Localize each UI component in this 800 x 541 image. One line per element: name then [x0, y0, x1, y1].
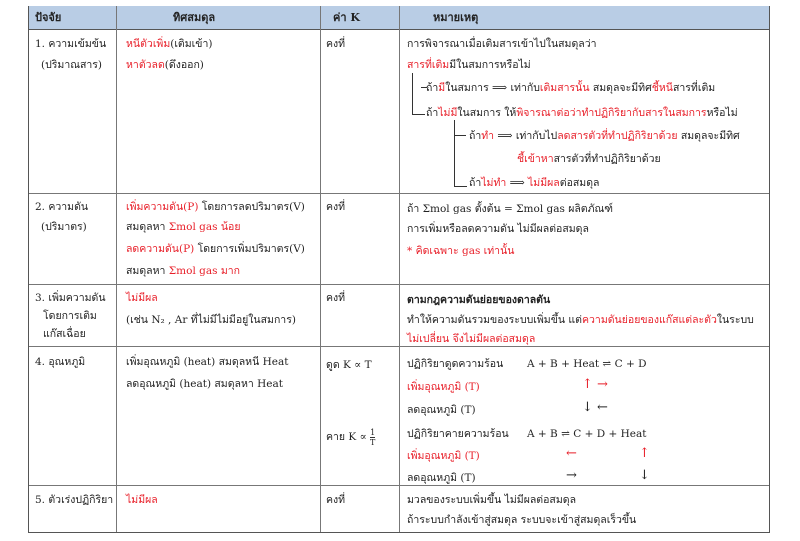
tree-bracket [454, 120, 467, 187]
row4-endo-decrease-arrows: ↓ ← [582, 400, 608, 415]
row1-note-1: การพิจารณาเมื่อเติมสารเข้าไปในสมดุลว่า [407, 38, 597, 50]
row5-direction: ไม่มีผล [126, 494, 158, 506]
row2-note-1: ถ้า Σmol gas ตั้งต้น = Σmol gas ผลิตภัณฑ์ [407, 203, 614, 215]
row2-direction-4: สมดุลหา Σmol gas มาก [126, 265, 241, 277]
header-factor: ปัจจัย [35, 11, 62, 24]
row2-factor: 2. ความดัน [35, 201, 89, 213]
row4-exo-increase-arrow-2: ↑ [639, 446, 650, 461]
row1-factor: 1. ความเข้มข้น [35, 38, 107, 50]
row5-note-2: ถ้าระบบกำลังเข้าสู่สมดุล ระบบจะเข้าสู่สมดุลเร็วขึ้น [407, 514, 637, 526]
row4-endo-increase-arrows: ↑ → [582, 377, 608, 392]
row5-k: คงที่ [326, 494, 346, 506]
row4-endo-increase: เพิ่มอุณหภูมิ (T) [407, 381, 480, 393]
header-notes: หมายเหตุ [433, 11, 479, 24]
row4-endo-title: ปฏิกิริยาดูดความร้อน [407, 358, 504, 370]
header-k: ค่า K [333, 11, 360, 24]
row2-direction-1: เพิ่มความดัน(P) โดยการลดปริมาตร(V) [126, 201, 305, 213]
row4-exo-decrease: ลดอุณหภูมิ (T) [407, 472, 476, 484]
tree-bracket [412, 73, 425, 115]
row-divider [29, 284, 769, 285]
row3-note-2: ทำให้ความดันรวมของระบบเพิ่มขึ้น แต่ความดันย่อยของแก๊สแต่ละตัวในระบบ [407, 314, 754, 326]
row1-factor-sub: (ปริมาณสาร) [41, 59, 103, 71]
row4-endo-equation: A + B + Heat ⇌ C + D [527, 358, 647, 370]
row1-note-3: ถ้ามีในสมการ ⟹ เท่ากับเติมสารนั้น สมดุลจะมีทิศชี้หนีสารที่เติม [426, 82, 716, 94]
row3-k: คงที่ [326, 292, 346, 304]
row-divider [29, 346, 769, 347]
row3-factor: 3. เพิ่มความดัน [35, 292, 106, 304]
row1-note-2: สารที่เติมมีในสมการหรือไม่ [407, 59, 531, 71]
row5-note-1: มวลของระบบเพิ่มขึ้น ไม่มีผลต่อสมดุล [407, 494, 577, 506]
row4-direction-1: เพิ่มอุณหภูมิ (heat) สมดุลหนี Heat [126, 356, 289, 368]
row4-exo-title: ปฏิกิริยาคายความร้อน [407, 428, 509, 440]
row2-direction-3: ลดความดัน(P) โดยการเพิ่มปริมาตร(V) [126, 243, 305, 255]
row1-note-5: ถ้าทำ ⟹ เท่ากับไปลดสารตัวที่ทำปฏิกิริยาด้วย สมดุลจะมีทิศ [469, 130, 740, 142]
header-direction: ทิศสมดุล [173, 11, 216, 24]
row3-direction-2: (เช่น N₂ , Ar ที่ไม่มีไม่มีอยู่ในสมการ) [126, 314, 296, 326]
row2-k: คงที่ [326, 201, 346, 213]
row4-endo-decrease: ลดอุณหภูมิ (T) [407, 404, 476, 416]
tree-branch [421, 87, 427, 88]
tree-branch [454, 135, 466, 136]
row1-direction-2: หาตัวลด(ดึงออก) [126, 59, 204, 71]
row3-note-3: ไม่เปลี่ยน จึงไม่มีผลต่อสมดุล [407, 333, 536, 345]
row2-note-3: * คิดเฉพาะ gas เท่านั้น [407, 245, 515, 257]
column-divider [116, 6, 117, 532]
row3-factor-sub1: โดยการเติม [43, 310, 97, 322]
row3-factor-sub2: แก๊สเฉื่อย [43, 328, 86, 340]
column-divider [320, 6, 321, 532]
row1-note-7: ถ้าไม่ทำ ⟹ ไม่มีผลต่อสมดุล [469, 177, 600, 189]
row-divider [29, 193, 769, 194]
row3-note-1: ตามกฎความดันย่อยของดาลตัน [407, 294, 551, 306]
column-divider [399, 6, 400, 532]
row1-note-6: ชี้เข้าหาสารตัวที่ทำปฏิกิริยาด้วย [517, 153, 661, 165]
row4-exo-increase-arrow-1: ← [566, 446, 577, 461]
row3-direction-1: ไม่มีผล [126, 292, 158, 304]
row-divider [29, 485, 769, 486]
row4-direction-2: ลดอุณหภูมิ (heat) สมดุลหา Heat [126, 378, 283, 390]
row4-exo-decrease-arrow-1: → [566, 468, 577, 483]
row1-k: คงที่ [326, 38, 346, 50]
row5-factor: 5. ตัวเร่งปฏิกิริยา [35, 494, 114, 506]
row4-exo-equation: A + B ⇌ C + D + Heat [527, 428, 647, 440]
row2-note-2: การเพิ่มหรือลดความดัน ไม่มีผลต่อสมดุล [407, 223, 589, 235]
row4-exo-increase: เพิ่มอุณหภูมิ (T) [407, 450, 480, 462]
row2-factor-sub: (ปริมาตร) [41, 221, 87, 233]
fraction: $\frac{1}{T}$ [370, 427, 376, 447]
equilibrium-factors-table [28, 6, 770, 533]
row2-direction-2: สมดุลหา Σmol gas น้อย [126, 221, 241, 233]
row4-k-endo: ดูด K ∝ T [326, 359, 372, 371]
row4-factor: 4. อุณหภูมิ [35, 356, 86, 368]
row1-direction-1: หนีตัวเพิ่ม(เติมเข้า) [126, 38, 213, 50]
row4-exo-decrease-arrow-2: ↓ [639, 468, 650, 483]
row1-note-4: ถ้าไม่มีในสมการ ให้พิจารณาต่อว่าทำปฏิกิริยากับสารในสมการหรือไม่ [426, 107, 738, 119]
row4-k-exo: คาย K ∝ $\frac{1}{T}$ [326, 427, 376, 447]
